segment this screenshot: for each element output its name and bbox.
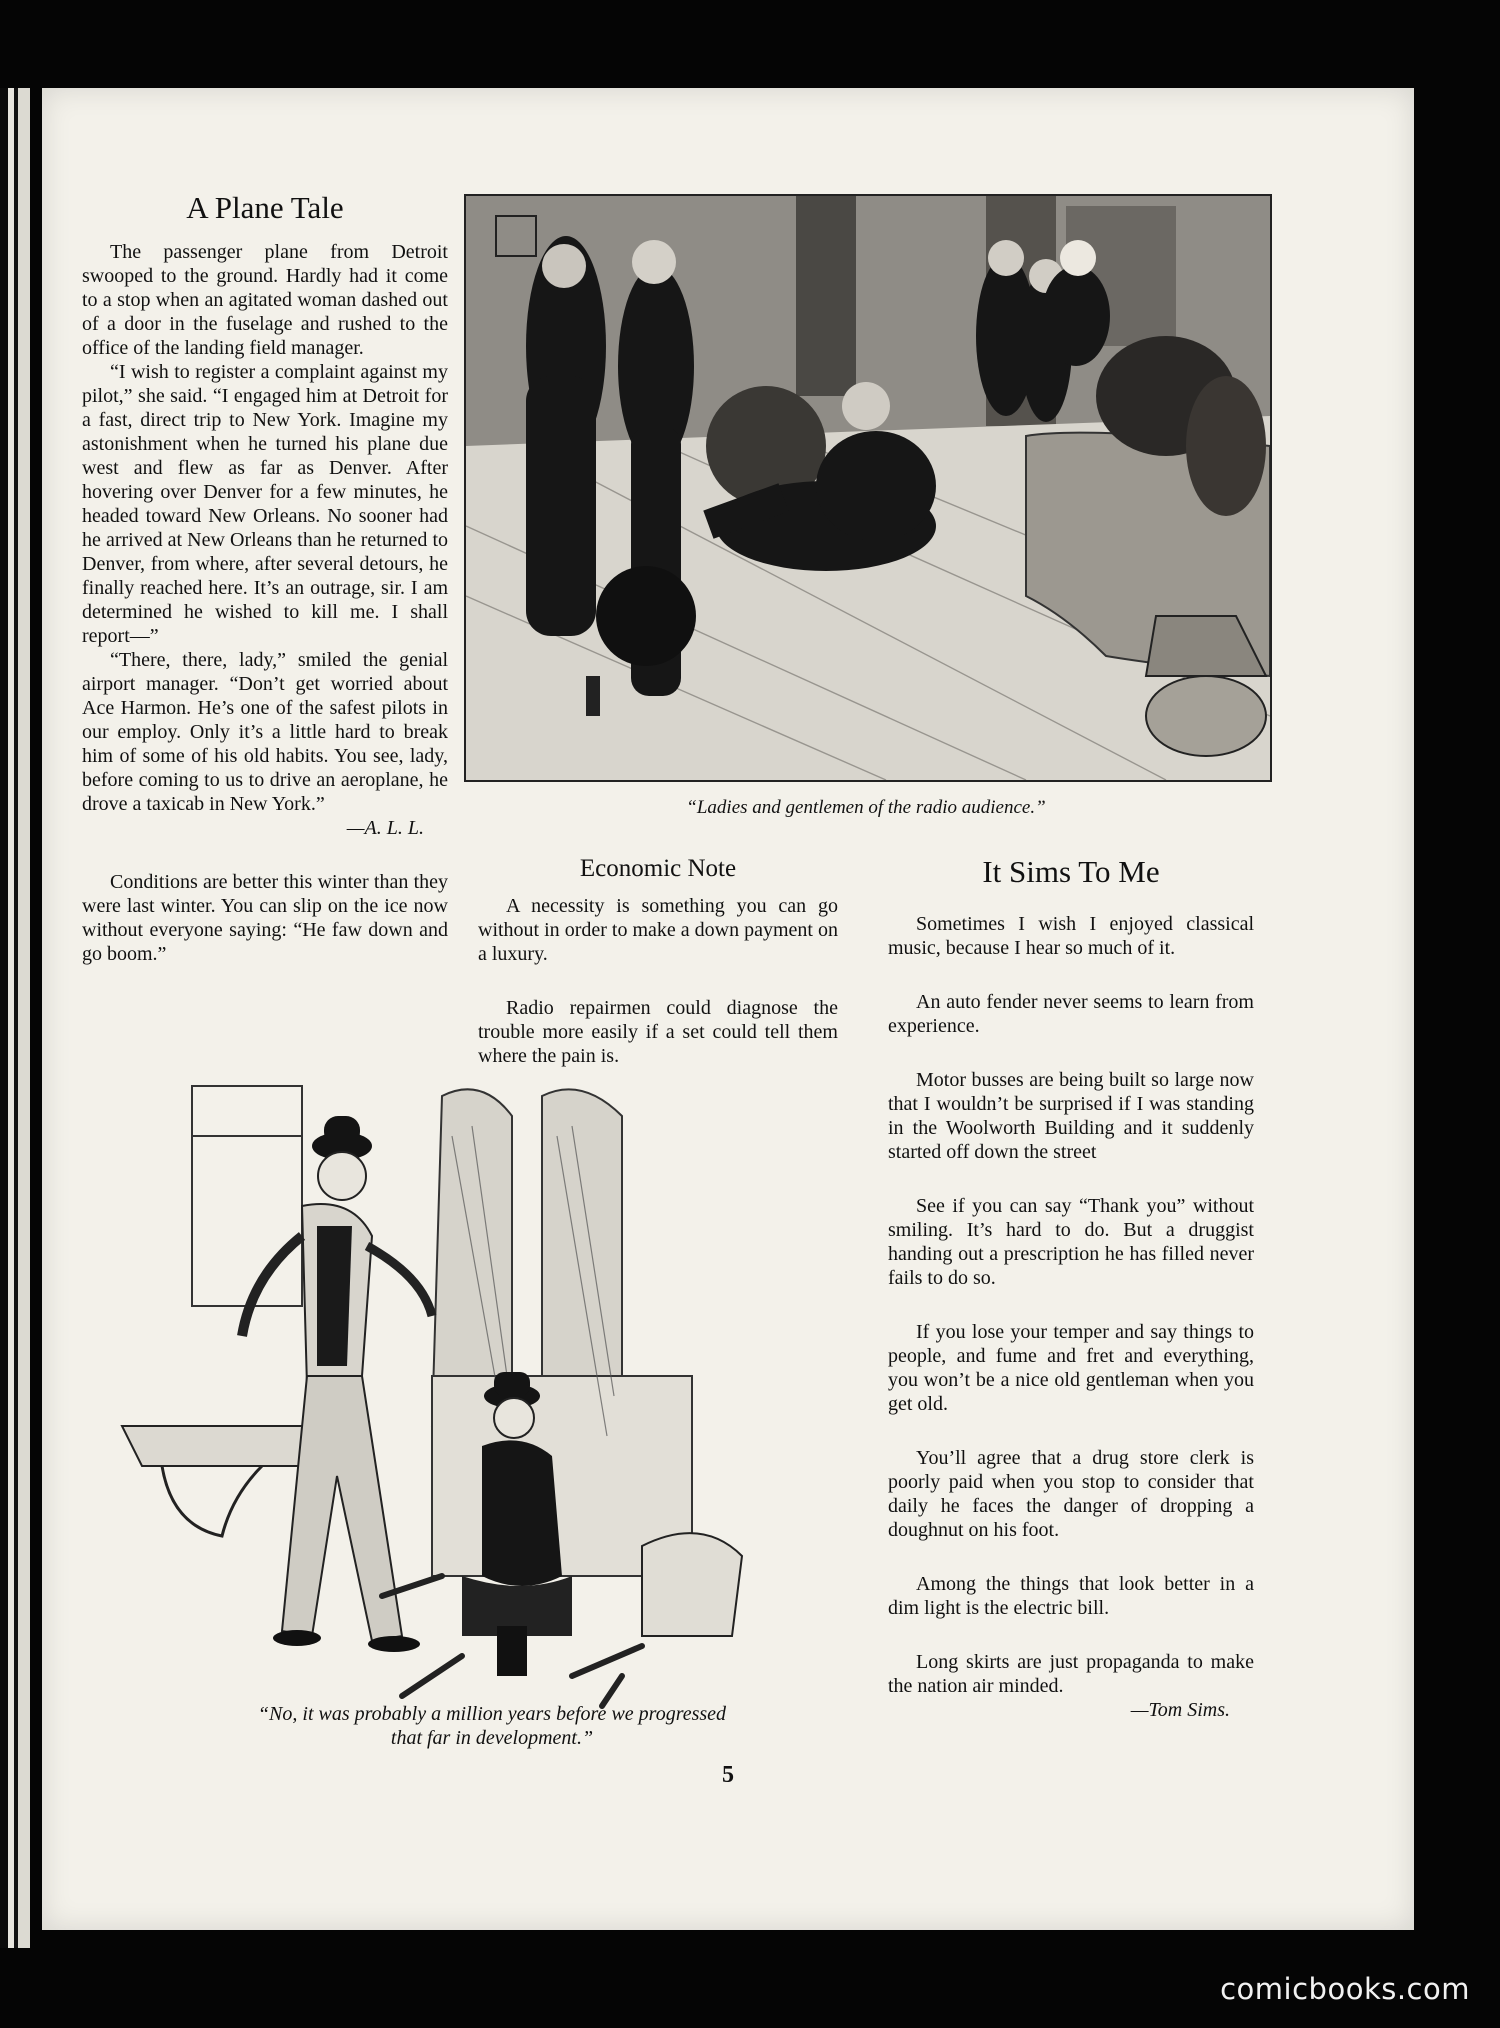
plane-tale-paragraph: The passenger plane from Detroit swooped to the ground. Hardly had it come to a stop when an agitated woman dashed out of a door in the fuselage and rushed to the office of the landing field manager. xyxy=(82,241,448,359)
party-caption: “Ladies and gentlemen of the radio audience.” xyxy=(686,797,1046,818)
plane-tale-paragraph: “I wish to register a complaint against my pilot,” she said. “I engaged him at Detroit for a fast, direct trip to New York. Imagine my astonishment when he turned his plane due west and flew as far as Denver. After hovering over Denver for a few minutes, he headed toward New Orleans. No sooner had he arrived at New Orleans than he returned to Denver, from where, after several detours, he finally reached here. It’s an outrage, sir. I am determined he wished to kill me. I shall report—” xyxy=(82,361,448,647)
sims-paragraph: If you lose your temper and say things to people, and fume and fret and everything, you won’t be a nice old gentleman when you get old. xyxy=(888,1321,1254,1415)
sims-paragraph: Among the things that look better in a dim light is the electric bill. xyxy=(888,1573,1254,1619)
sims-column xyxy=(888,854,1254,1722)
party-illustration xyxy=(464,194,1272,782)
plane-tale-title: A Plane Tale xyxy=(186,190,344,225)
repairmen-drawing xyxy=(102,1076,882,1756)
party-drawing xyxy=(466,196,1270,780)
sims-paragraph: Sometimes I wish I enjoyed classical music, because I hear so much of it. xyxy=(888,913,1254,959)
magazine-page xyxy=(42,88,1414,1930)
economic-note-column xyxy=(478,854,838,1068)
sims-title: It Sims To Me xyxy=(982,854,1160,889)
repairmen-caption xyxy=(102,1702,882,1750)
economic-note-paragraph: A necessity is something you can go without in order to make a down payment on a luxury. xyxy=(478,895,838,965)
plane-tale-paragraph: “There, there, lady,” smiled the genial airport manager. “Don’t get worried about Ace Harmon. He’s one of the safest pilots in our employ. Only it’s a little hard to break him of some of his old habits. You see, lady, before coming to us to drive an aeroplane, he drove a taxicab in New York.” xyxy=(82,649,448,815)
repairmen-caption-line-1: “No, it was probably a million years before we progressed xyxy=(257,1703,727,1725)
plane-tale-column xyxy=(82,190,448,966)
plane-tale-signature: —A. L. L. xyxy=(346,817,424,839)
sims-paragraph: You’ll agree that a drug store clerk is poorly paid when you stop to consider that daily he faces the danger of dropping a doughnut on his foot. xyxy=(888,1447,1254,1541)
sims-paragraph: Long skirts are just propaganda to make the nation air minded. xyxy=(888,1651,1254,1697)
repairmen-illustration xyxy=(102,1076,882,1756)
sims-paragraph: An auto fender never seems to learn from experience. xyxy=(888,991,1254,1037)
conditions-paragraph: Conditions are better this winter than they were last winter. You can slip on the ice now without everyone saying: “He faw down and go boom.” xyxy=(82,871,448,965)
binding-edge xyxy=(0,88,30,1948)
page-number: 5 xyxy=(722,1762,734,1788)
sims-signature: —Tom Sims. xyxy=(1130,1699,1230,1721)
economic-note-title: Economic Note xyxy=(579,855,737,882)
repairmen-caption-line-2: that far in development.” xyxy=(390,1727,594,1749)
sims-paragraph: Motor busses are being built so large now that I wouldn’t be surprised if I was standing in the Woolworth Building and it suddenly started off down the street xyxy=(888,1069,1254,1163)
sims-paragraph: See if you can say “Thank you” without smiling. It’s hard to do. But a druggist handing out a prescription he has filled never fails to do so. xyxy=(888,1195,1254,1289)
economic-note-paragraph: Radio repairmen could diagnose the trouble more easily if a set could tell them where the pain is. xyxy=(478,997,838,1067)
site-watermark: comicbooks.com xyxy=(1220,1972,1470,2006)
